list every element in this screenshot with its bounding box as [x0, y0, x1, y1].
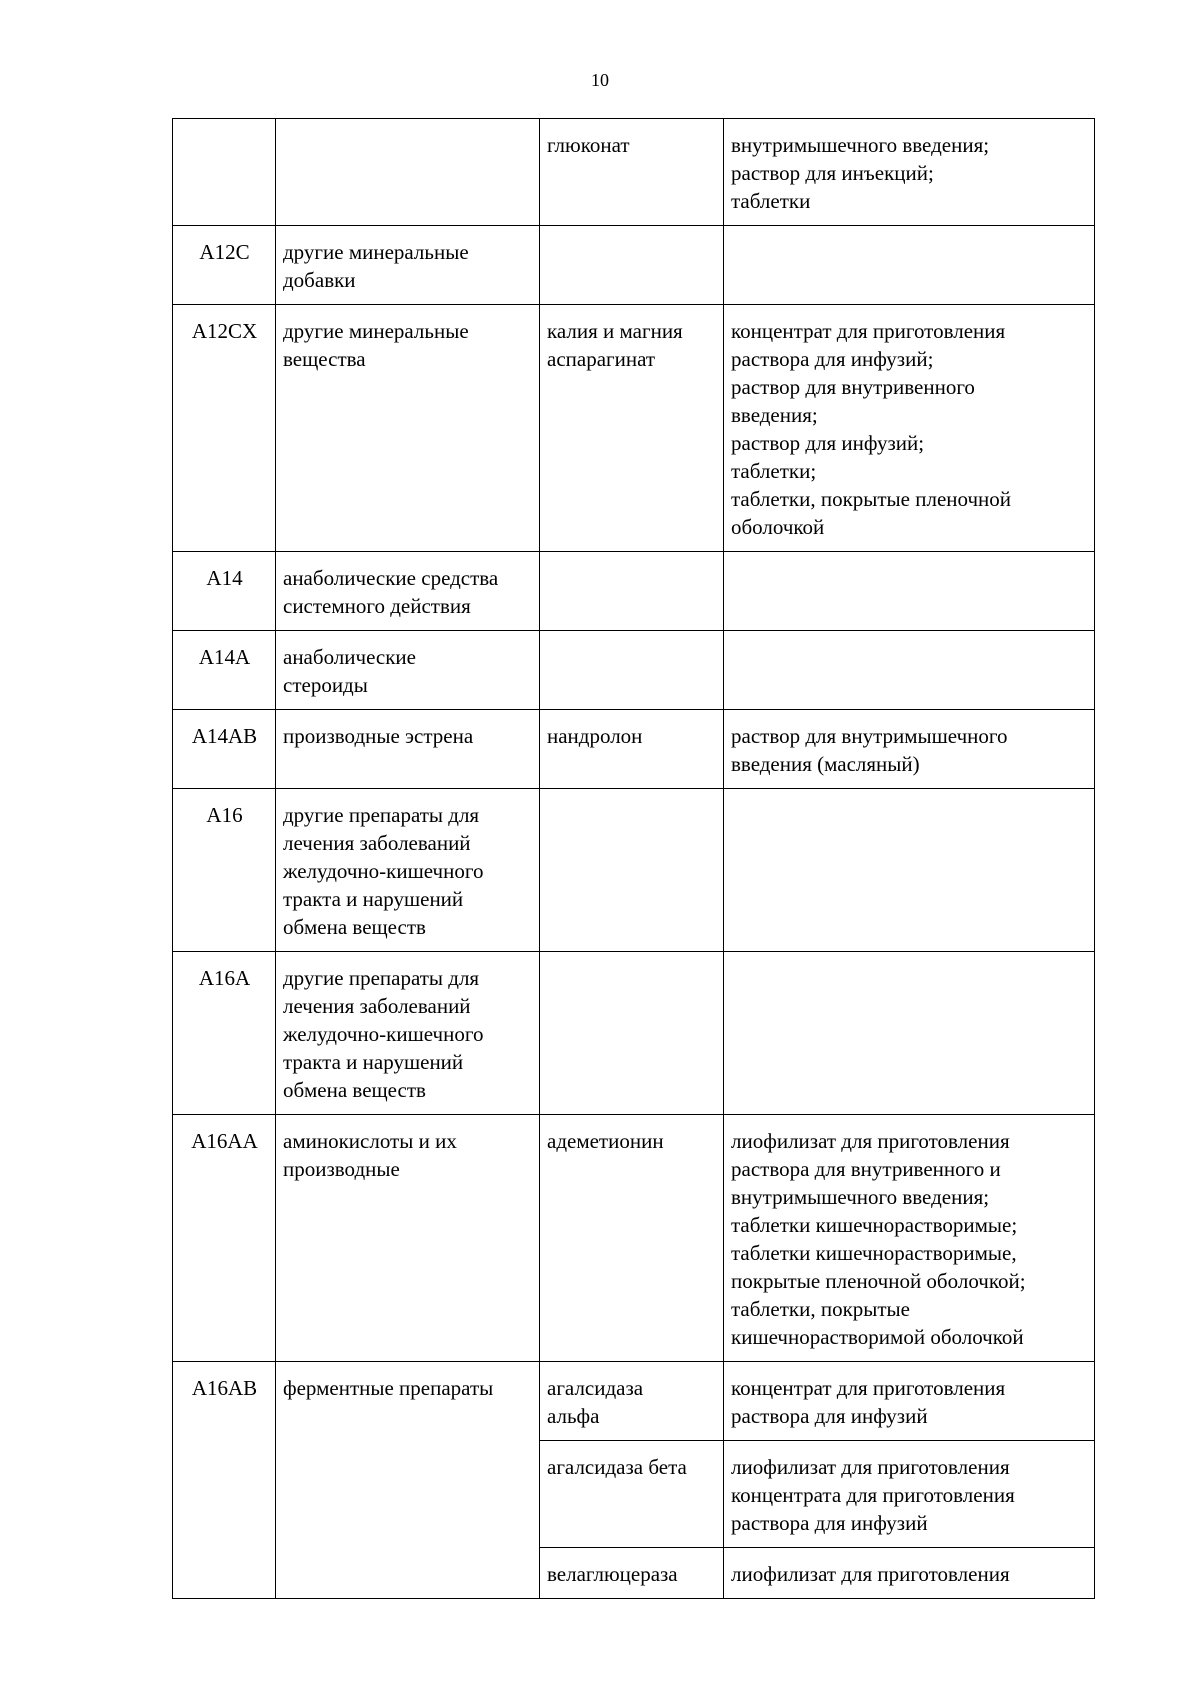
drug-name-cell: калия и магния аспарагинат [540, 305, 724, 552]
table-row [173, 552, 1095, 631]
table-row [173, 789, 1095, 952]
dosage-forms-cell [724, 226, 1095, 305]
dosage-forms-cell: концентрат для приготовления раствора для инфузий; раствор для внутривенного введения; раствор для инфузий; таблетки; таблетки, покрытые пленочной оболочкой [724, 305, 1095, 552]
atc-code-cell: A14 [173, 552, 276, 631]
drug-table [172, 118, 1095, 1599]
table-row [173, 631, 1095, 710]
atc-code-cell: A14AB [173, 710, 276, 789]
dosage-forms-cell [724, 952, 1095, 1115]
table-row [173, 119, 1095, 226]
page-number: 10 [591, 70, 609, 90]
dosage-forms-cell: внутримышечного введения; раствор для инъекций; таблетки [724, 119, 1095, 226]
dosage-forms-cell: концентрат для приготовления раствора для инфузий [724, 1362, 1095, 1441]
drug-name-cell: адеметионин [540, 1115, 724, 1362]
drug-name-cell [540, 631, 724, 710]
drug-name-cell: нандролон [540, 710, 724, 789]
dosage-forms-cell: лиофилизат для приготовления [724, 1548, 1095, 1599]
dosage-forms-cell [724, 552, 1095, 631]
group-cell [276, 119, 540, 226]
drug-name-cell: велаглюцераза [540, 1548, 724, 1599]
atc-code-cell: A12CX [173, 305, 276, 552]
group-cell: анаболические средства системного действия [276, 552, 540, 631]
table-row [173, 1362, 1095, 1441]
group-cell: ферментные препараты [276, 1362, 540, 1599]
table-row [173, 710, 1095, 789]
dosage-forms-cell [724, 789, 1095, 952]
atc-code-cell: A16 [173, 789, 276, 952]
group-cell: другие препараты для лечения заболеваний желудочно-кишечного тракта и нарушений обмена веществ [276, 952, 540, 1115]
group-cell: аминокислоты и их производные [276, 1115, 540, 1362]
drug-name-cell: глюконат [540, 119, 724, 226]
table-row [173, 952, 1095, 1115]
drug-name-cell [540, 789, 724, 952]
table-row [173, 226, 1095, 305]
atc-code-cell: A16AB [173, 1362, 276, 1599]
group-cell: производные эстрена [276, 710, 540, 789]
dosage-forms-cell: раствор для внутримышечного введения (масляный) [724, 710, 1095, 789]
dosage-forms-cell: лиофилизат для приготовления раствора для внутривенного и внутримышечного введения; таблетки кишечнорастворимые; таблетки кишечнорастворимые, покрытые пленочной оболочкой; таблетки, покрытые кишечнорастворимой оболочкой [724, 1115, 1095, 1362]
drug-name-cell [540, 552, 724, 631]
drug-name-cell [540, 226, 724, 305]
group-cell: анаболические стероиды [276, 631, 540, 710]
group-cell: другие препараты для лечения заболеваний желудочно-кишечного тракта и нарушений обмена веществ [276, 789, 540, 952]
table-row [173, 1115, 1095, 1362]
dosage-forms-cell [724, 631, 1095, 710]
atc-code-cell: A14A [173, 631, 276, 710]
atc-code-cell [173, 119, 276, 226]
atc-code-cell: A12C [173, 226, 276, 305]
group-cell: другие минеральные добавки [276, 226, 540, 305]
table-row [173, 305, 1095, 552]
dosage-forms-cell: лиофилизат для приготовления концентрата для приготовления раствора для инфузий [724, 1441, 1095, 1548]
atc-code-cell: A16AA [173, 1115, 276, 1362]
drug-name-cell: агалсидаза альфа [540, 1362, 724, 1441]
drug-name-cell [540, 952, 724, 1115]
drug-name-cell: агалсидаза бета [540, 1441, 724, 1548]
atc-code-cell: A16A [173, 952, 276, 1115]
group-cell: другие минеральные вещества [276, 305, 540, 552]
